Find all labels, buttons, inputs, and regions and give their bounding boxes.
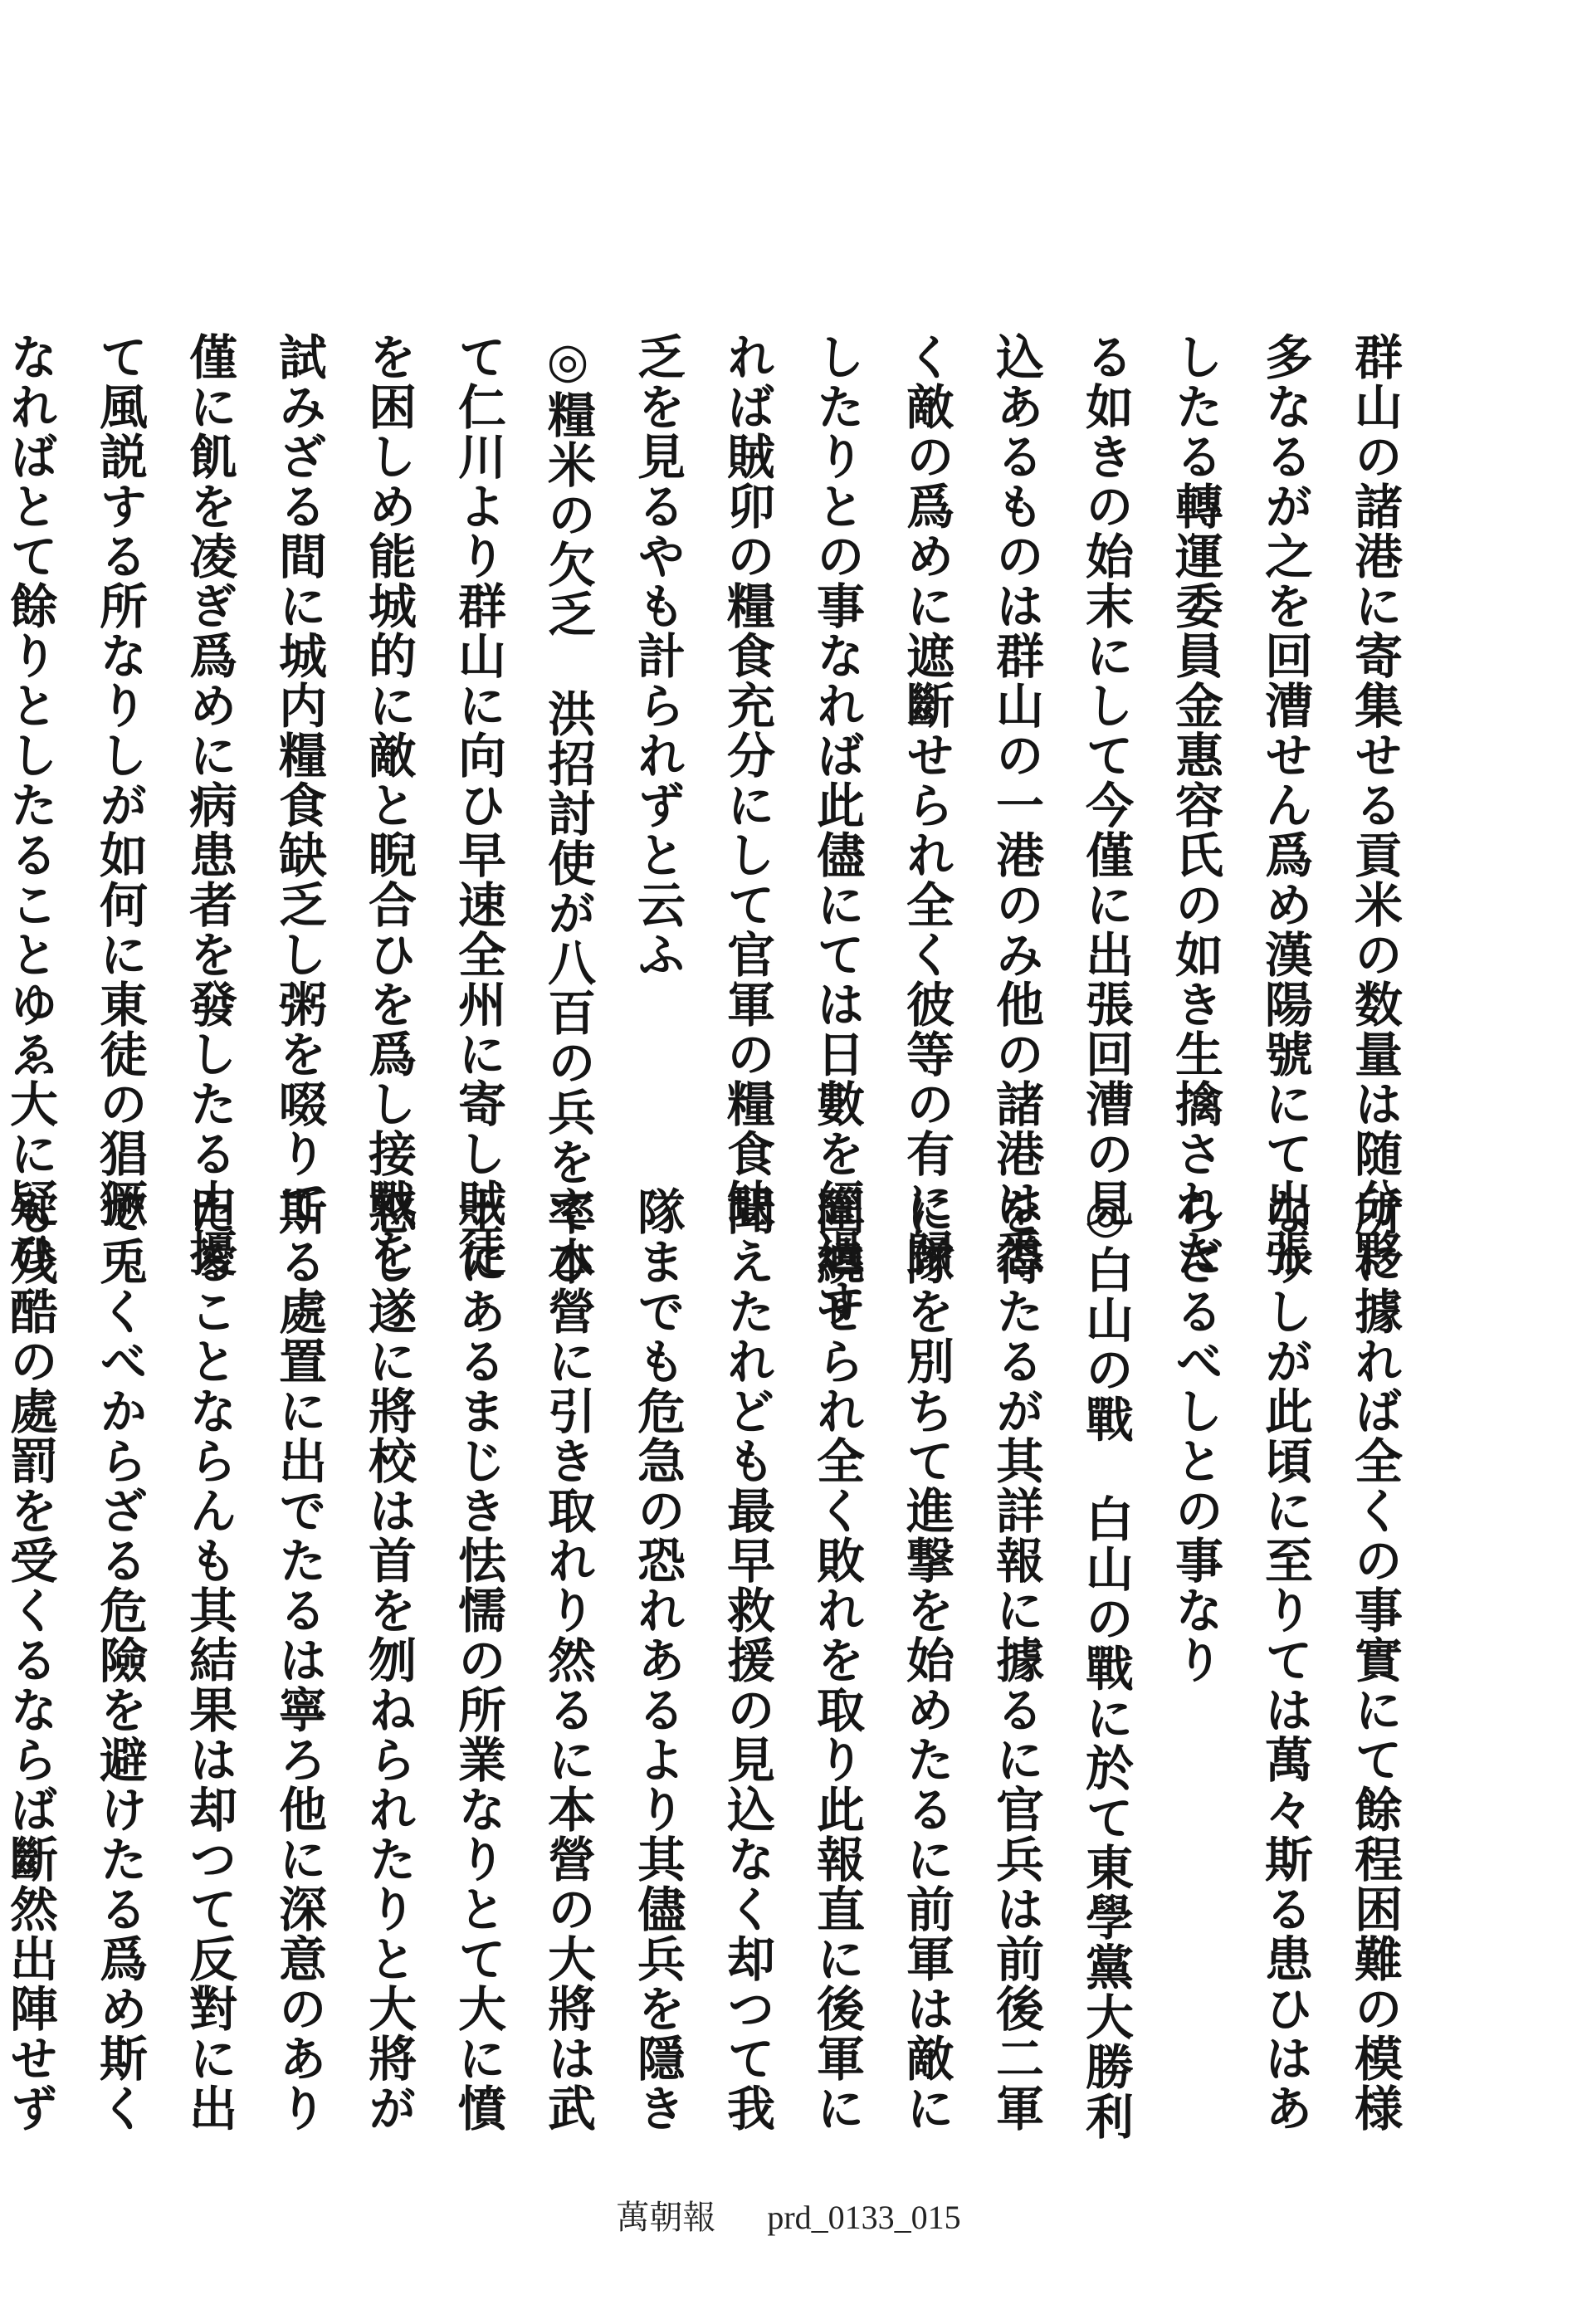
text-column: に隊を別ちて進撃を始めたるに前軍は敵に: [898, 1187, 954, 2133]
text-column: 乏を見るやも計られずと云ふ: [629, 332, 686, 979]
text-column: 圍繞せられ全く敗れを取り此報直に後軍に: [808, 1187, 865, 2133]
text-column: 怒し遂に將校は首を刎ねられたりと大將が: [360, 1187, 417, 2133]
text-column: したりとの事なれば此儘にては日數を經過す: [808, 332, 865, 1328]
section-heading-column: ◎糧米の欠乏 洪招討使が八百の兵を率ひ: [540, 332, 596, 1286]
text-column: 士にあるまじき怯懦の所業なりとて大に憤: [450, 1187, 506, 2133]
text-column: 所に據れば全くの事實にて餘程困難の模様: [1346, 1187, 1403, 2133]
text-column: らざるべしとの事なり: [1167, 1187, 1223, 1685]
text-column: 聞えたれども最早救援の見込なく却つて我: [719, 1187, 775, 2133]
text-column: したる轉運委員金惠容氏の如き生擒された: [1167, 332, 1223, 1278]
text-column: なりしが此頃に至りては萬々斯る患ひはあ: [1257, 1187, 1313, 2133]
text-column: 群山の諸港に寄集せる貢米の数量は随分夥: [1346, 332, 1403, 1278]
footer-source: 萬朝報: [616, 2199, 716, 2236]
text-column: 隊までも危急の恐れあるより其儘兵を隱き: [629, 1187, 686, 2133]
text-column: 多なるが之を回漕せん爲め漢陽號にて出張: [1257, 332, 1313, 1278]
text-column: たることならんも其結果は却つて反對に出: [181, 1187, 237, 2133]
text-column: 斯る處置に出でたるは寧ろ他に深意のあり: [271, 1187, 327, 2133]
text-column: く敵の爲めに遮斷せられ全く彼等の有に歸: [898, 332, 954, 1278]
text-column: る如きの始末にして今僅に出張回漕の見: [1077, 332, 1134, 1228]
text-column: で兎くべからざる危險を避けたる爲め斯く: [91, 1187, 148, 2133]
section-heading-column: ◎白山の戰 白山の戰に於て東學黨大勝利: [1077, 1187, 1134, 2141]
text-column: 僅に飢を凌ぎ爲めに病患者を發したる由擾: [181, 332, 237, 1278]
lower-article-block: [2, 1187, 1419, 2141]
footer-page-id: prd_0133_015: [767, 2199, 961, 2236]
text-column: れば賊卯の糧食充分にして官軍の糧食缺: [719, 332, 775, 1228]
text-column: て風説する所なりしが如何に東徒の猖獗: [91, 332, 148, 1228]
text-column: て仁川より群山に向ひ早速全州に寄し賊徒: [450, 332, 506, 1278]
text-column: を得たるが其詳報に據るに官兵は前後二軍: [988, 1187, 1044, 2133]
text-column: を困しめ能城的に敵と睨合ひを爲し接戰を: [360, 332, 417, 1278]
text-column: て本營に引き取れり然るに本營の大將は武: [540, 1187, 596, 2133]
text-column: なればとて餘りとしたることゆゑ大に疑ひ: [2, 332, 58, 1278]
text-column: も残酷の處罰を受くるならば斷然出陣せず: [2, 1187, 58, 2133]
text-column: 試みざる間に城内糧食缺乏し粥を啜りて: [271, 332, 327, 1228]
text-column: 込あるものは群山の一港のみ他の諸港は悉: [988, 332, 1044, 1278]
page-footer: [0, 2191, 1577, 2239]
upper-article-block: [2, 332, 1419, 1328]
